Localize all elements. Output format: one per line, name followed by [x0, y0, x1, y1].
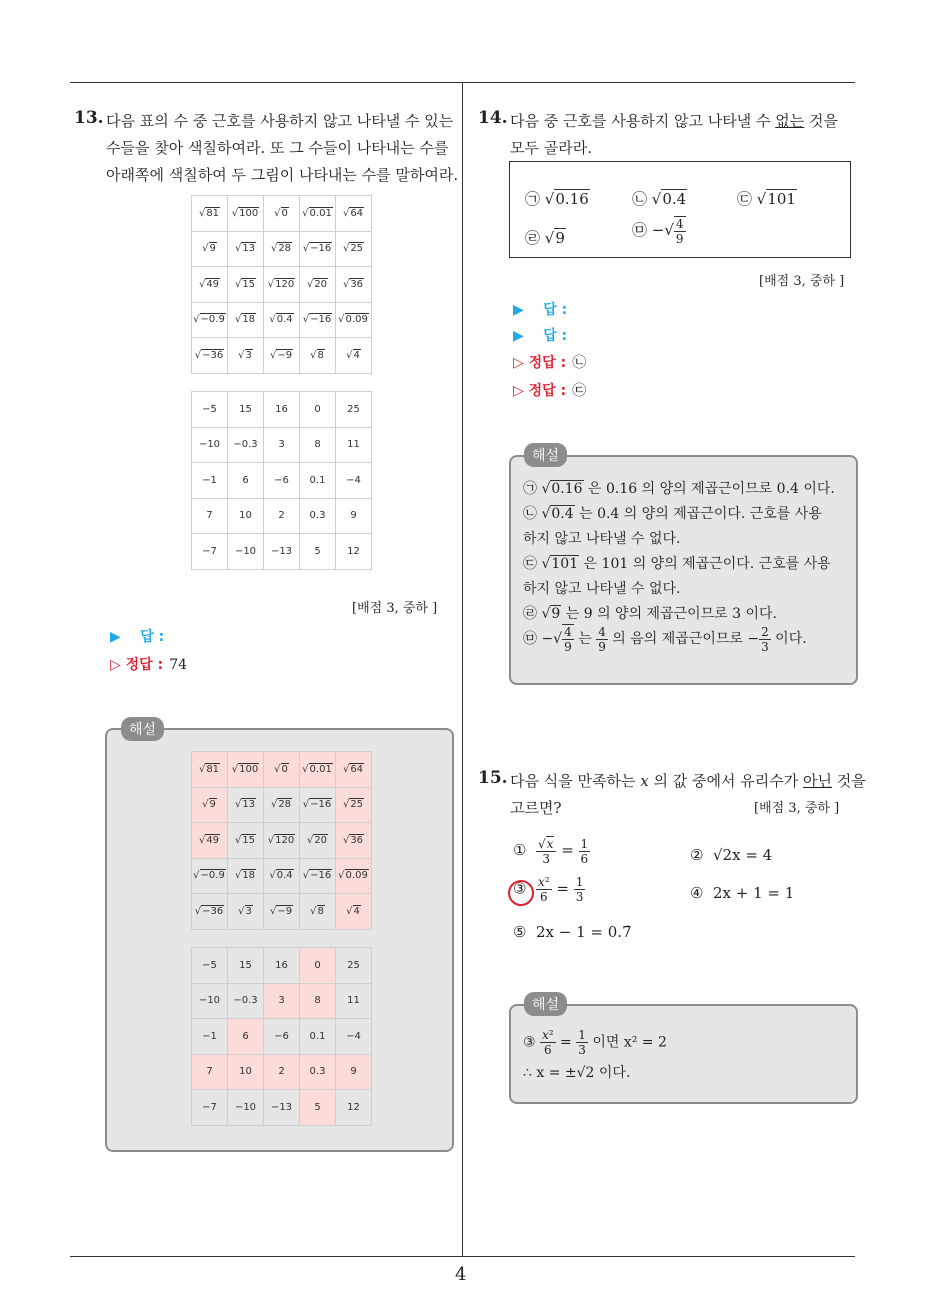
table-cell: √0 [264, 196, 300, 232]
table-cell: −0.3 [228, 427, 264, 463]
q15-choice-5: ⑤ 2x − 1 = 0.7̇ [513, 923, 632, 941]
table-cell: √−0.9 [192, 858, 228, 894]
q15-choice-1: ① $\frac{√x}{3}$ = $\frac{1}{6}$ [513, 836, 589, 866]
q14-exp-line-5: 하지 않고 나타낼 수 없다. [523, 581, 681, 597]
q14-number: 14. [478, 108, 508, 128]
table-cell: √0.01 [300, 752, 336, 788]
table-cell: −5 [192, 392, 228, 428]
table-cell: 3 [264, 427, 300, 463]
table-cell: 25 [336, 948, 372, 984]
q14-choice-b: ㉡ √0.4 [632, 190, 687, 208]
q15-exp-line-1: ③ $\frac{\text{x²}}{6}$ = $\frac{1}{3}$ 이면 x² = 2 [523, 1028, 667, 1057]
table-cell: √0.4 [264, 302, 300, 338]
q14-choice-e: ㉤ −√ $\frac{4}{9}$ [632, 217, 684, 246]
table-cell: 6 [228, 463, 264, 499]
q13-answer-row: ▶ 답 : [110, 629, 165, 645]
table-cell: √25 [336, 787, 372, 823]
table-cell: 8 [300, 983, 336, 1019]
play-icon: ▶ [513, 302, 524, 318]
q13-line-2: 수들을 찾아 색칠하여라. 또 그 수들이 나타내는 수를 [106, 139, 449, 157]
table-cell: √0 [264, 752, 300, 788]
table-cell: 0.1 [300, 463, 336, 499]
q15-choice-2: ② √2x = 4 [690, 846, 773, 864]
table-cell: √81 [192, 196, 228, 232]
table-cell: √81 [192, 752, 228, 788]
table-cell: 8 [300, 427, 336, 463]
table-cell: √13 [228, 787, 264, 823]
table-cell: 10 [228, 1054, 264, 1090]
table-cell: 2 [264, 1054, 300, 1090]
table-cell: −4 [336, 1019, 372, 1055]
table-cell: 0.1 [300, 1019, 336, 1055]
table-cell: √25 [336, 231, 372, 267]
table-cell: √64 [336, 196, 372, 232]
page-number: 4 [455, 1264, 467, 1285]
table-cell: √0.09 [336, 302, 372, 338]
play-outline-icon: ▷ [513, 355, 524, 371]
table-cell: √64 [336, 752, 372, 788]
q13-number: 13. [74, 108, 104, 128]
table-cell: −4 [336, 463, 372, 499]
table-cell: −0.3 [228, 983, 264, 1019]
table-cell: 7 [192, 1054, 228, 1090]
play-icon: ▶ [513, 328, 524, 344]
table-cell: √36 [336, 823, 372, 859]
table-cell: −10 [192, 427, 228, 463]
table-cell: −6 [264, 1019, 300, 1055]
table-cell: √49 [192, 823, 228, 859]
table-cell: 16 [264, 948, 300, 984]
table-cell: √−16 [300, 858, 336, 894]
q15-choice-3: ③ $\frac{\text{x²}}{6}$ = $\frac{1}{3}$ [513, 875, 584, 904]
q14-line-1: 다음 중 근호를 사용하지 않고 나타낼 수 없는 것을 [510, 112, 838, 130]
table-cell: −13 [264, 534, 300, 570]
table-cell: √20 [300, 267, 336, 303]
table-cell: 0.3 [300, 498, 336, 534]
play-outline-icon: ▷ [513, 383, 524, 399]
table-cell: √49 [192, 267, 228, 303]
q13-number-table [191, 391, 372, 570]
table-cell: 12 [336, 534, 372, 570]
play-outline-icon: ▷ [110, 657, 121, 673]
table-cell: 25 [336, 392, 372, 428]
table-cell: √36 [336, 267, 372, 303]
table-cell: 15 [228, 392, 264, 428]
table-cell: √20 [300, 823, 336, 859]
table-cell: 0.3 [300, 1054, 336, 1090]
q14-exp-line-1: ㉠ √0.16 은 0.16 의 양의 제곱근이므로 0.4 이다. [523, 481, 835, 497]
q15-explanation-tag: 해설 [524, 992, 567, 1016]
table-cell: √0.01 [300, 196, 336, 232]
q14-choice-a: ㉠ √0.16 [525, 190, 589, 208]
table-cell: −5 [192, 948, 228, 984]
table-cell: √28 [264, 787, 300, 823]
table-cell: √100 [228, 196, 264, 232]
table-cell: 2 [264, 498, 300, 534]
table-cell: √4 [336, 894, 372, 930]
table-cell: √−16 [300, 231, 336, 267]
table-cell: 0 [300, 392, 336, 428]
table-cell: √0.09 [336, 858, 372, 894]
table-cell: √9 [192, 787, 228, 823]
table-cell: 6 [228, 1019, 264, 1055]
q14-exp-line-6: ㉣ √9 는 9 의 양의 제곱근이므로 3 이다. [523, 606, 778, 622]
table-cell: 11 [336, 427, 372, 463]
table-cell: √8 [300, 338, 336, 374]
q13-correct-value: 74 [169, 657, 188, 673]
table-cell: √4 [336, 338, 372, 374]
q14-choice-d: ㉣ √9 [525, 229, 565, 247]
q14-correct-row-2: ▷ 정답 : ㉢ [513, 383, 587, 399]
table-cell: √9 [192, 231, 228, 267]
q13-score: [배점 3, 중하 ] [352, 601, 438, 616]
table-cell: 9 [336, 498, 372, 534]
table-cell: √13 [228, 231, 264, 267]
table-cell: 9 [336, 1054, 372, 1090]
table-cell: √3 [228, 894, 264, 930]
q14-exp-line-2: ㉡ √0.4 는 0.4 의 양의 제곱근이다. 근호를 사용 [523, 506, 822, 522]
table-cell: √3 [228, 338, 264, 374]
q14-choice-c: ㉢ √101 [737, 190, 796, 208]
q14-correct-row-1: ▷ 정답 : ㉡ [513, 355, 587, 371]
q14-exp-line-7: ㉤ −√ $\frac{4}{9}$ 는 $\frac{4}{9}$ 의 음의 제곱근이므로 − $\frac{2}{3}$ 이다. [523, 624, 807, 654]
table-cell: √18 [228, 302, 264, 338]
q14-answer-row-2: ▶ 답 : [513, 328, 568, 344]
q15-line-1: 다음 식을 만족하는 x 의 값 중에서 유리수가 아닌 것을 [510, 772, 866, 790]
q13-number-table-solved [191, 947, 372, 1126]
table-cell: √100 [228, 752, 264, 788]
q14-line-2: 모두 골라라. [510, 139, 592, 157]
q15-line-2: 고르면? [510, 799, 562, 817]
table-cell: −10 [192, 983, 228, 1019]
table-cell: √−36 [192, 338, 228, 374]
table-cell: √120 [264, 823, 300, 859]
table-cell: −1 [192, 1019, 228, 1055]
table-cell: 5 [300, 534, 336, 570]
table-cell: 10 [228, 498, 264, 534]
table-cell: √8 [300, 894, 336, 930]
play-icon: ▶ [110, 629, 121, 645]
table-cell: √15 [228, 823, 264, 859]
table-cell: 12 [336, 1090, 372, 1126]
q14-explanation-tag: 해설 [524, 443, 567, 467]
q14-score: [배점 3, 중하 ] [759, 274, 845, 289]
table-cell: √120 [264, 267, 300, 303]
q14-exp-line-4: ㉢ √101 은 101 의 양의 제곱근이다. 근호를 사용 [523, 556, 831, 572]
table-cell: 3 [264, 983, 300, 1019]
table-cell: √15 [228, 267, 264, 303]
bottom-rule [70, 1256, 855, 1257]
q15-score: [배점 3, 중하 ] [754, 801, 840, 816]
table-cell: −1 [192, 463, 228, 499]
table-cell: √18 [228, 858, 264, 894]
q13-line-1: 다음 표의 수 중 근호를 사용하지 않고 나타낼 수 있는 [106, 112, 454, 130]
table-cell: √0.4 [264, 858, 300, 894]
table-cell: √−16 [300, 302, 336, 338]
table-cell: −7 [192, 1090, 228, 1126]
q14-answer-row-1: ▶ 답 : [513, 302, 568, 318]
q14-exp-line-3: 하지 않고 나타낼 수 없다. [523, 531, 681, 547]
table-cell: 15 [228, 948, 264, 984]
q13-explanation-tag: 해설 [121, 717, 164, 741]
table-cell: √−9 [264, 338, 300, 374]
table-cell: 7 [192, 498, 228, 534]
table-cell: √28 [264, 231, 300, 267]
table-cell: −10 [228, 534, 264, 570]
table-cell: −10 [228, 1090, 264, 1126]
q13-sqrt-table [191, 195, 372, 374]
q13-line-3: 아래쪽에 색칠하여 두 그림이 나타내는 수를 말하여라. [106, 166, 459, 184]
q15-number: 15. [478, 768, 508, 788]
q13-correct-row: ▷ 정답 : 74 [110, 657, 188, 673]
q15-selected-circle [508, 880, 534, 906]
table-cell: √−16 [300, 787, 336, 823]
table-cell: √−36 [192, 894, 228, 930]
table-cell: 5 [300, 1090, 336, 1126]
column-divider [462, 82, 463, 1256]
table-cell: √−9 [264, 894, 300, 930]
table-cell: 11 [336, 983, 372, 1019]
table-cell: 0 [300, 948, 336, 984]
q13-sqrt-table-solved [191, 751, 372, 930]
table-cell: √−0.9 [192, 302, 228, 338]
q15-exp-line-2: ∴ x = ±√2 이다. [523, 1065, 631, 1081]
table-cell: −6 [264, 463, 300, 499]
table-cell: 16 [264, 392, 300, 428]
table-cell: −13 [264, 1090, 300, 1126]
table-cell: −7 [192, 534, 228, 570]
q15-choice-4: ④ 2x + 1 = 1 [690, 884, 795, 902]
